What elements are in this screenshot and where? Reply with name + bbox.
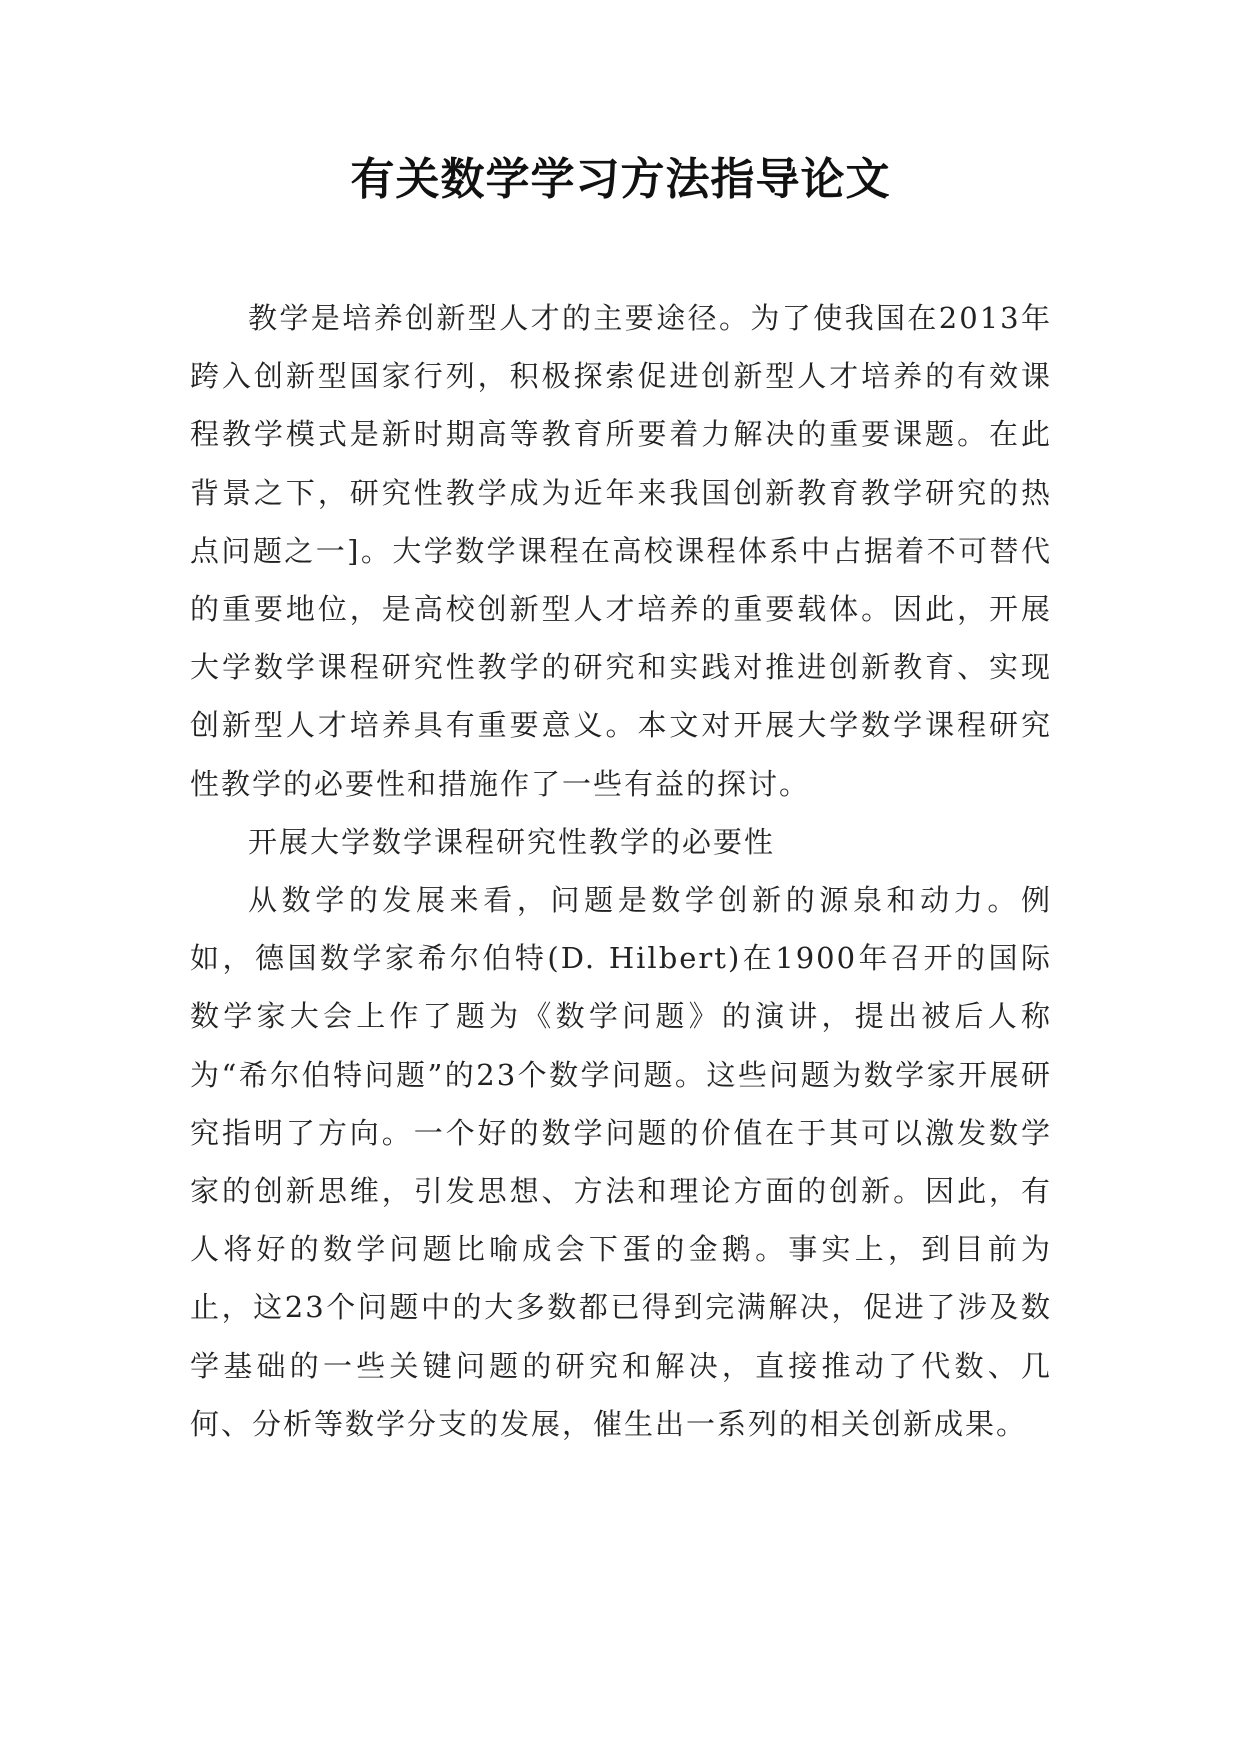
paragraph-hilbert: 从数学的发展来看，问题是数学创新的源泉和动力。例如，德国数学家希尔伯特(D. Hilbert)在1900年召开的国际数学家大会上作了题为《数学问题》的演讲，提出被后人称为“希尔伯特问题”的23个数学问题。这些问题为数学家开展研究指明了方向。一个好的数学问题的价值在于其可以激发数学家的创新思维，引发思想、方法和理论方面的创新。因此，有人将好的数学问题比喻成会下蛋的金鹅。事实上，到目前为止，这23个问题中的大多数都已得到完满解决，促进了涉及数学基础的一些关键问题的研究和解决，直接推动了代数、几何、分析等数学分支的发展，催生出一系列的相关创新成果。	[190, 883, 1052, 1441]
section-heading: 开展大学数学课程研究性教学的必要性	[248, 824, 776, 859]
document-title: 有关数学学习方法指导论文	[350, 154, 891, 205]
paragraph-intro: 教学是培养创新型人才的主要途径。为了使我国在2013年跨入创新型国家行列，积极探索促进创新型人才培养的有效课程教学模式是新时期高等教育所要着力解决的重要课题。在此背景之下，研究性教学成为近年来我国创新教育教学研究的热点问题之一]。大学数学课程在高校课程体系中占据着不可替代的重要地位，是高校创新型人才培养的重要载体。因此，开展大学数学课程研究性教学的研究和实践对推进创新教育、实现创新型人才培养具有重要意义。本文对开展大学数学课程研究性教学的必要性和措施作了一些有益的探讨。	[190, 301, 1052, 801]
document-body	[190, 289, 1052, 1453]
